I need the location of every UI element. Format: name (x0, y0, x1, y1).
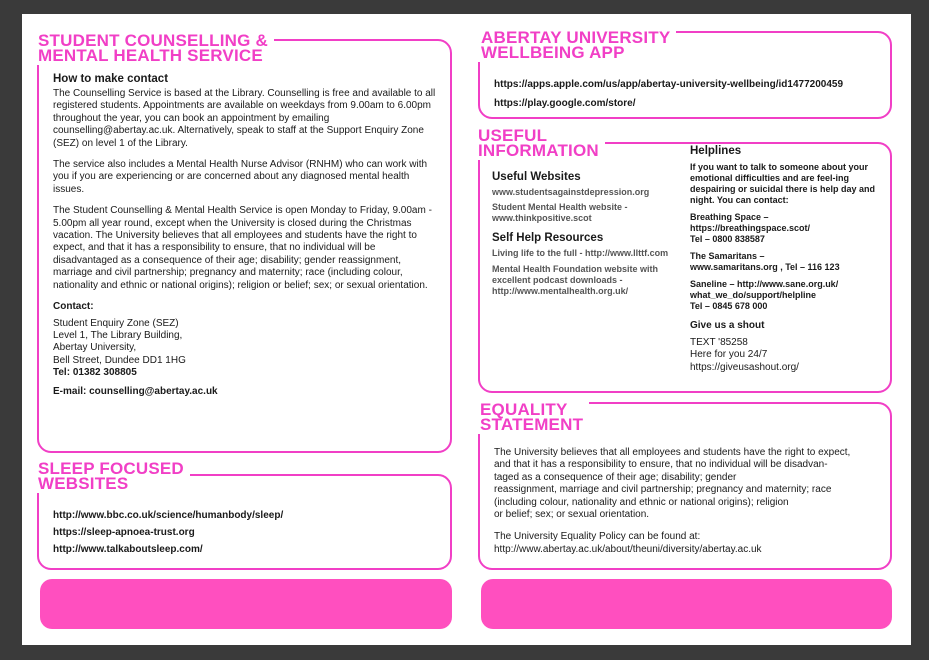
useful-title-line1: USEFUL (478, 126, 548, 145)
breathing-space-label: Breathing Space – (690, 212, 769, 222)
useful-websites-heading: Useful Websites (492, 171, 581, 183)
equality-content (494, 447, 886, 556)
useful-title-line2: INFORMATION (478, 141, 599, 160)
helplines-column (690, 145, 880, 374)
right-pink-bar (481, 579, 892, 629)
shout-247: Here for you 24/7 (690, 349, 768, 361)
sleep-links (53, 510, 433, 555)
equality-line-1: The University believes that all employees and students have the right to expect, (494, 447, 851, 458)
counselling-title-line2: MENTAL HEALTH SERVICE (38, 46, 263, 65)
breathing-space-url[interactable]: https://breathingspace.scot/ (690, 223, 811, 233)
sleep-title-line2: WEBSITES (38, 474, 129, 493)
equality-line-6: or belief; sex; or sexual orientation. (494, 509, 650, 521)
counselling-tel: Tel: 01382 308805 (53, 367, 137, 379)
sleep-title (34, 461, 190, 493)
counselling-heading: How to make contact (53, 73, 169, 85)
address-line-2: Level 1, The Library Building, (53, 329, 183, 341)
address-line-3: Abertay University, (53, 342, 137, 354)
equality-line-2: and that it has a responsibility to ensure, that no individual will be disadvan- (494, 459, 828, 471)
wellbeing-title-line2: WELLBEING APP (481, 43, 625, 62)
saneline-url-2[interactable]: what_we_do/support/helpline (690, 290, 817, 300)
helplines-intro: If you want to talk to someone about your emotional difficulties and are feel-ing despairing or suicidal there is help day and night. You can contact: (690, 162, 876, 205)
counselling-para-3: The Student Counselling & Mental Health Service is open Monday to Friday, 9.00am - 5.00pm all year round, except when the University is closed during the Christmas vacation. The University believes that all employees and students have the right to expect, and that it has a responsibility to ensure, that no individual will be disadvantaged as a consequence of their age; disability; gender reassignment, marriage and civil partnership; pregnancy and maternity; race (including colour, nationality and ethnic or national origins); religion or belief; sex; or sexual orientation. (53, 205, 432, 291)
counselling-email[interactable]: E-mail: counselling@abertay.ac.uk (53, 385, 218, 397)
address-line-1: Student Enquiry Zone (SEZ) (53, 317, 179, 329)
equality-title-line2: STATEMENT (480, 415, 584, 434)
equality-title-line1: EQUALITY (480, 400, 568, 419)
equality-line-5: (including colour, nationality and ethnic or national origins); religion (494, 496, 789, 508)
counselling-para-1: The Counselling Service is based at the Library. Counselling is free and available to all registered students. Appointments are available on weekdays from 9.00am to 6.00pm throughout the year, you can book an appointment by emailing counselling@abertay.ac.uk. Alternatively, speak to staff at the Support Enquiry Zone (SEZ) on level 1 of the Library. (53, 88, 436, 149)
equality-line-3: taged as a consequence of their age; disability; gender (494, 471, 737, 483)
contact-label: Contact: (53, 301, 94, 313)
equality-policy-url[interactable]: http://www.abertay.ac.uk/about/theuni/diversity/abertay.ac.uk (494, 543, 762, 555)
left-pink-bar (40, 579, 452, 629)
counselling-para-2: The service also includes a Mental Health Nurse Advisor (RNHM) who can work with you if you are experiencing or are concerned about any diagnosed mental health issues. (53, 159, 428, 195)
counselling-content (53, 73, 438, 398)
shout-url[interactable]: https://giveusashout.org/ (690, 361, 799, 373)
wellbeing-title (477, 30, 676, 62)
sleep-link-3[interactable]: http://www.talkaboutsleep.com/ (53, 544, 203, 555)
useful-title (474, 128, 605, 160)
samaritans-label: The Samaritans – (690, 251, 765, 261)
equality-line-4: reassignment, marriage and civil partnership; pregnancy and maternity; race (494, 484, 832, 496)
counselling-title-line1: STUDENT COUNSELLING & (38, 31, 268, 50)
sleep-link-1[interactable]: http://www.bbc.co.uk/science/humanbody/sleep/ (53, 510, 284, 521)
useful-site-2[interactable]: Student Mental Health website - www.thinkpositive.scot (492, 202, 628, 223)
saneline-tel: Tel – 0845 678 000 (690, 301, 768, 311)
self-help-resource-2[interactable]: Mental Health Foundation website with excellent podcast downloads - http://www.mentalhealth.org.uk/ (492, 264, 659, 296)
wellbeing-links (494, 79, 884, 109)
shout-heading: Give us a shout (690, 320, 765, 331)
address-line-4: Bell Street, Dundee DD1 1HG (53, 354, 186, 366)
brochure-page (22, 14, 911, 645)
play-store-link[interactable]: https://play.google.com/store/ (494, 98, 636, 109)
self-help-resource-1[interactable]: Living life to the full - http://www.llttf.com (492, 248, 669, 258)
counselling-title (34, 33, 274, 65)
useful-site-1[interactable]: www.studentsagainstdepression.org (492, 187, 650, 197)
shout-text: TEXT '85258 (690, 337, 748, 348)
sleep-title-line1: SLEEP FOCUSED (38, 459, 184, 478)
self-help-heading: Self Help Resources (492, 232, 604, 244)
app-store-link[interactable]: https://apps.apple.com/us/app/abertay-university-wellbeing/id1477200459 (494, 79, 844, 90)
equality-policy-label: The University Equality Policy can be found at: (494, 531, 701, 543)
samaritans-details[interactable]: www.samaritans.org , Tel – 116 123 (690, 262, 840, 272)
sleep-link-2[interactable]: https://sleep-apnoea-trust.org (53, 527, 195, 538)
equality-title (476, 402, 589, 434)
saneline-url-1[interactable]: Saneline – http://www.sane.org.uk/ (690, 279, 839, 289)
helplines-heading: Helplines (690, 145, 742, 157)
breathing-space-tel: Tel – 0800 838587 (690, 234, 765, 244)
useful-left-column (492, 171, 677, 297)
wellbeing-title-line1: ABERTAY UNIVERSITY (481, 28, 671, 47)
